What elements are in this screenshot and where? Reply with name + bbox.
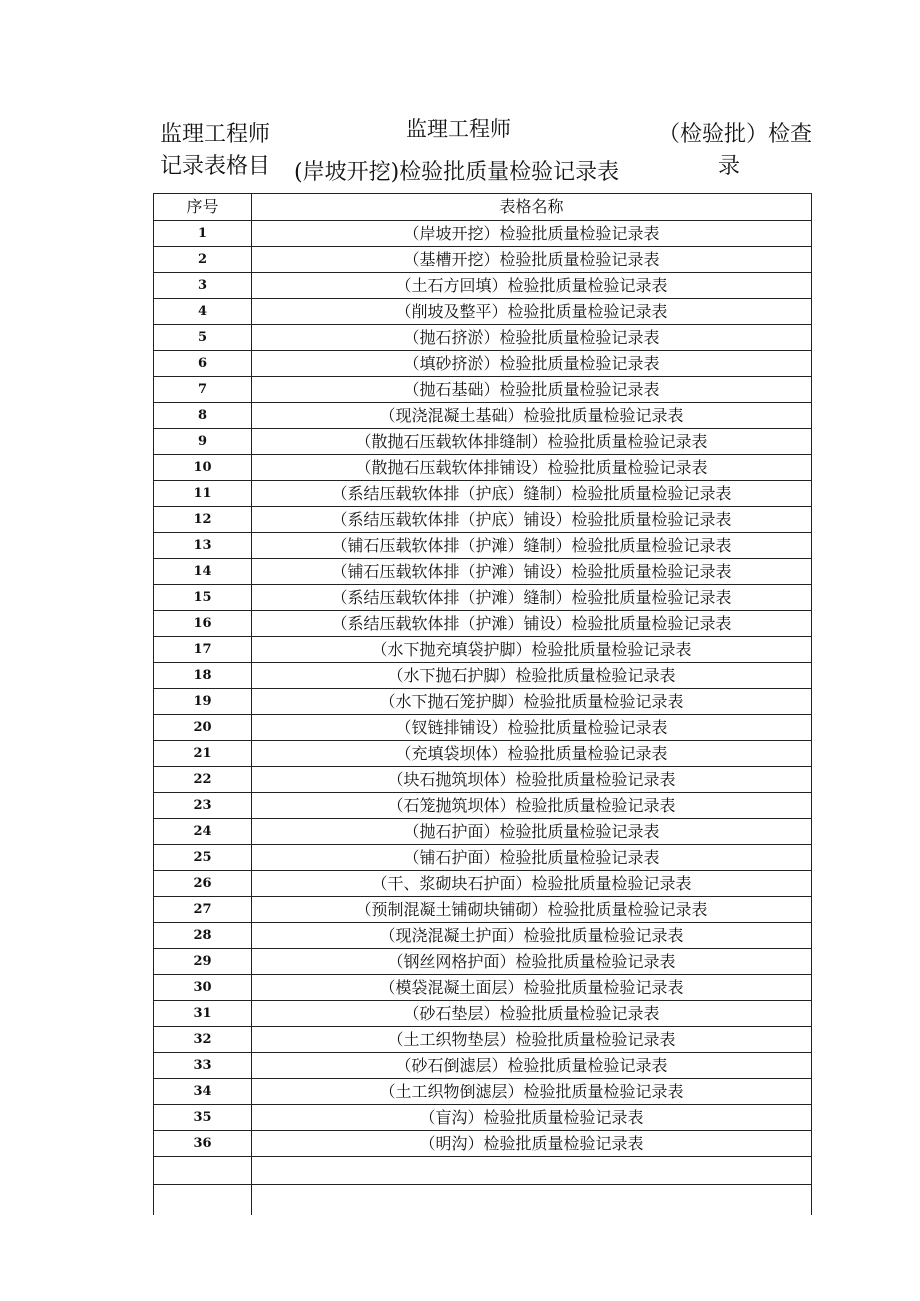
row-form-name: （土石方回填）检验批质量检验记录表	[252, 273, 812, 299]
empty-cell	[252, 1157, 812, 1185]
table-row	[154, 247, 812, 273]
row-number: 21	[154, 741, 252, 767]
header-center-line1: 监理工程师	[406, 117, 511, 141]
table-row	[154, 351, 812, 377]
row-form-name: （系结压载软体排（护底）铺设）检验批质量检验记录表	[252, 507, 812, 533]
row-form-name: （块石抛筑坝体）检验批质量检验记录表	[252, 767, 812, 793]
row-form-name: （系结压载软体排（护滩）缝制）检验批质量检验记录表	[252, 585, 812, 611]
table-row	[154, 507, 812, 533]
empty-row	[154, 1157, 812, 1185]
row-form-name: （水下抛石笼护脚）检验批质量检验记录表	[252, 689, 812, 715]
table-row	[154, 793, 812, 819]
row-form-name: （抛石挤淤）检验批质量检验记录表	[252, 325, 812, 351]
row-number: 29	[154, 949, 252, 975]
row-number: 17	[154, 637, 252, 663]
table-row	[154, 273, 812, 299]
table-row	[154, 585, 812, 611]
row-form-name: （石笼抛筑坝体）检验批质量检验记录表	[252, 793, 812, 819]
row-form-name: （砂石垫层）检验批质量检验记录表	[252, 1001, 812, 1027]
table-row	[154, 611, 812, 637]
row-number: 19	[154, 689, 252, 715]
table-row	[154, 1131, 812, 1157]
row-form-name: （系结压载软体排（护滩）铺设）检验批质量检验记录表	[252, 611, 812, 637]
row-form-name: （铺石压载软体排（护滩）缝制）检验批质量检验记录表	[252, 533, 812, 559]
table-row	[154, 429, 812, 455]
row-number: 2	[154, 247, 252, 273]
table-row	[154, 325, 812, 351]
column-header-number: 序号	[154, 194, 252, 221]
row-number: 12	[154, 507, 252, 533]
row-number: 31	[154, 1001, 252, 1027]
header-right-line2: 录	[718, 154, 741, 179]
row-form-name: （充填袋坝体）检验批质量检验记录表	[252, 741, 812, 767]
table-row	[154, 377, 812, 403]
row-number: 30	[154, 975, 252, 1001]
row-number: 7	[154, 377, 252, 403]
row-form-name: （散抛石压载软体排缝制）检验批质量检验记录表	[252, 429, 812, 455]
table-row	[154, 1079, 812, 1105]
row-number: 8	[154, 403, 252, 429]
row-number: 24	[154, 819, 252, 845]
row-form-name: （水下抛石护脚）检验批质量检验记录表	[252, 663, 812, 689]
table-row	[154, 533, 812, 559]
row-form-name: （预制混凝土铺砌块铺砌）检验批质量检验记录表	[252, 897, 812, 923]
row-form-name: （散抛石压载软体排铺设）检验批质量检验记录表	[252, 455, 812, 481]
row-number: 32	[154, 1027, 252, 1053]
row-number: 6	[154, 351, 252, 377]
row-number: 15	[154, 585, 252, 611]
empty-cell	[154, 1185, 252, 1215]
table-row	[154, 403, 812, 429]
row-form-name: （填砂挤淤）检验批质量检验记录表	[252, 351, 812, 377]
empty-row	[154, 1185, 812, 1215]
table-row	[154, 1105, 812, 1131]
row-number: 14	[154, 559, 252, 585]
row-number: 16	[154, 611, 252, 637]
row-number: 35	[154, 1105, 252, 1131]
table-row	[154, 637, 812, 663]
column-header-name: 表格名称	[252, 194, 812, 221]
row-form-name: （盲沟）检验批质量检验记录表	[252, 1105, 812, 1131]
row-form-name: （现浇混凝土基础）检验批质量检验记录表	[252, 403, 812, 429]
header-left-line1: 监理工程师	[160, 122, 271, 147]
row-form-name: （土工织物垫层）检验批质量检验记录表	[252, 1027, 812, 1053]
table-row	[154, 923, 812, 949]
row-number: 4	[154, 299, 252, 325]
row-form-name: （抛石基础）检验批质量检验记录表	[252, 377, 812, 403]
row-number: 20	[154, 715, 252, 741]
table-row	[154, 221, 812, 247]
table-row	[154, 871, 812, 897]
row-number: 9	[154, 429, 252, 455]
record-form-table	[153, 193, 812, 1215]
row-number: 25	[154, 845, 252, 871]
table-body	[154, 221, 812, 1215]
row-form-name: （铺石压载软体排（护滩）铺设）检验批质量检验记录表	[252, 559, 812, 585]
row-number: 1	[154, 221, 252, 247]
row-form-name: （模袋混凝土面层）检验批质量检验记录表	[252, 975, 812, 1001]
row-form-name: （基槽开挖）检验批质量检验记录表	[252, 247, 812, 273]
header-right-line1: （检验批）检查	[658, 122, 813, 147]
row-number: 36	[154, 1131, 252, 1157]
row-form-name: （水下抛充填袋护脚）检验批质量检验记录表	[252, 637, 812, 663]
empty-cell	[154, 1157, 252, 1185]
row-form-name: （铺石护面）检验批质量检验记录表	[252, 845, 812, 871]
row-form-name: （砂石倒滤层）检验批质量检验记录表	[252, 1053, 812, 1079]
row-number: 11	[154, 481, 252, 507]
table-row	[154, 1001, 812, 1027]
table-row	[154, 689, 812, 715]
row-form-name: （钢丝网格护面）检验批质量检验记录表	[252, 949, 812, 975]
row-number: 18	[154, 663, 252, 689]
row-form-name: （岸坡开挖）检验批质量检验记录表	[252, 221, 812, 247]
table-row	[154, 845, 812, 871]
row-number: 27	[154, 897, 252, 923]
row-form-name: （钗链排铺设）检验批质量检验记录表	[252, 715, 812, 741]
table-row	[154, 1053, 812, 1079]
row-number: 5	[154, 325, 252, 351]
table-row	[154, 767, 812, 793]
row-form-name: （现浇混凝土护面）检验批质量检验记录表	[252, 923, 812, 949]
row-number: 22	[154, 767, 252, 793]
row-number: 23	[154, 793, 252, 819]
row-number: 26	[154, 871, 252, 897]
row-form-name: （削坡及整平）检验批质量检验记录表	[252, 299, 812, 325]
row-form-name: （抛石护面）检验批质量检验记录表	[252, 819, 812, 845]
row-number: 13	[154, 533, 252, 559]
row-number: 34	[154, 1079, 252, 1105]
page-title: (岸坡开挖)检验批质量检验记录表	[294, 160, 620, 185]
table-row	[154, 897, 812, 923]
empty-cell	[252, 1185, 812, 1215]
row-form-name: （系结压载软体排（护底）缝制）检验批质量检验记录表	[252, 481, 812, 507]
row-form-name: （土工织物倒滤层）检验批质量检验记录表	[252, 1079, 812, 1105]
table-row	[154, 559, 812, 585]
row-form-name: （干、浆砌块石护面）检验批质量检验记录表	[252, 871, 812, 897]
table-row	[154, 663, 812, 689]
row-number: 3	[154, 273, 252, 299]
table-row	[154, 299, 812, 325]
header-left-line2: 记录表格目	[160, 154, 271, 179]
row-number: 33	[154, 1053, 252, 1079]
row-form-name: （明沟）检验批质量检验记录表	[252, 1131, 812, 1157]
table-row	[154, 1027, 812, 1053]
table-row	[154, 819, 812, 845]
table-row	[154, 481, 812, 507]
table-row	[154, 715, 812, 741]
table-row	[154, 949, 812, 975]
table-row	[154, 975, 812, 1001]
row-number: 10	[154, 455, 252, 481]
row-number: 28	[154, 923, 252, 949]
table-row	[154, 455, 812, 481]
table-row	[154, 741, 812, 767]
